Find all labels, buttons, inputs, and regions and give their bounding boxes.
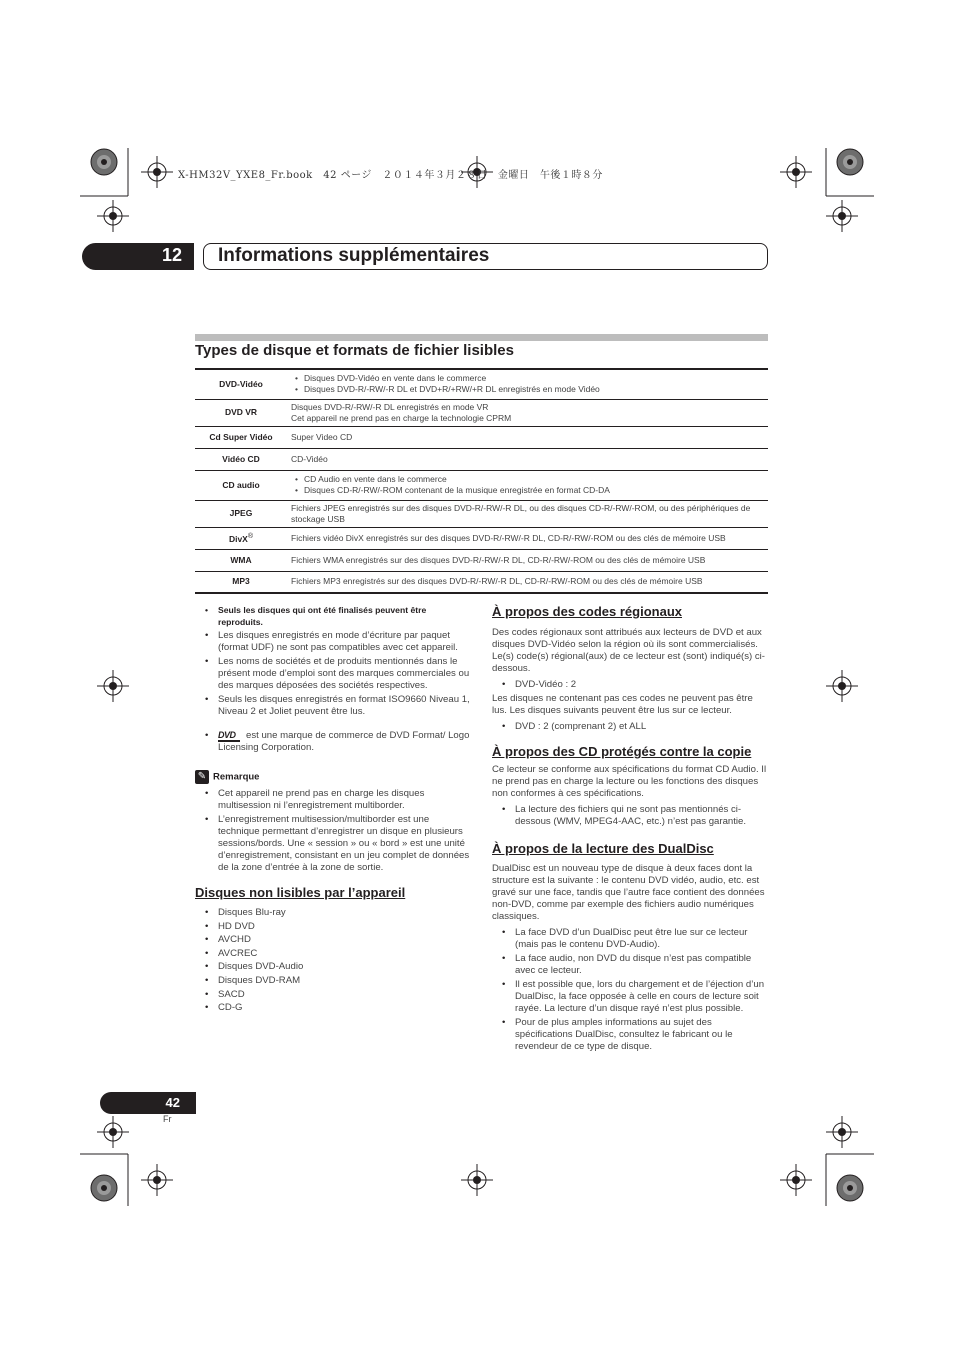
format-description	[287, 527, 768, 549]
format-name	[195, 571, 287, 593]
list-item: • Seuls les disques enregistrés en format ISO9660 Niveau 1, Niveau 2 et Joliet peuvent être lus.	[195, 694, 473, 718]
list-item: • Disques DVD-Vidéo en vente dans le commerce	[305, 373, 764, 384]
format-description	[287, 426, 768, 448]
description-line: CD-Vidéo	[291, 453, 328, 464]
list-item: • Il est possible que, lors du chargement et de l’éjection d’un DualDisc, la face opposée à celle en cours de lecture soit rayée. La lecture d’un disque rayé n’est plus possible.	[492, 979, 768, 1015]
format-name	[195, 470, 287, 500]
table-row	[195, 426, 768, 448]
list-item: • L’enregistrement multisession/multiborder est une technique permettant d’enregistrer un disque en plusieurs sessions/bords. Une « session » ou « bord » est une unité d’enregistrement, consistant en un jeu complet de données de la zone d’entrée à la zone de sortie.	[195, 814, 473, 874]
format-label: Cd Super Vidéo	[209, 431, 273, 442]
description-line: Super Video CD	[291, 431, 353, 442]
list-item-trademark	[195, 730, 473, 754]
list-item: • Disques Blu-ray	[195, 907, 473, 919]
language-code: Fr	[163, 1114, 172, 1124]
dualdisc-paragraph: DualDisc est un nouveau type de disque à deux faces dont la structure est la suivante : le contenu DVD vidéo, audio, etc. est gravé sur une face, tandis que l’autre face contient des données non-DVD, comme par exemple des fichiers audio numériques classiques.	[492, 863, 765, 922]
list-item: • La face DVD d’un DualDisc peut être lue sur ce lecteur (mais pas le contenu DVD-Audio).	[492, 927, 768, 951]
trademark-text: est une marque de commerce de DVD Format/ Logo Licensing Corporation.	[218, 730, 470, 753]
list-item: • CD Audio en vente dans le commerce	[305, 474, 764, 485]
left-column	[195, 604, 473, 1016]
format-name	[195, 369, 287, 399]
list-item: • CD-G	[195, 1002, 473, 1014]
section-divider	[195, 334, 768, 341]
table-row	[195, 571, 768, 593]
format-label: DVD VR	[224, 407, 258, 417]
copy-paragraph: Ce lecteur se conforme aux spécifications du format CD Audio. Il ne prend pas en charge la lecture ou les fonctions des disques non conformes à ces spécifications.	[492, 764, 767, 799]
table-row	[195, 369, 768, 399]
format-label: WMA	[230, 554, 252, 565]
list-item: • HD DVD	[195, 921, 473, 933]
print-header: X-HM32V_YXE8_Fr.book 42 ページ ２０１４年３月２８日 金曜日 午後１時８分	[178, 170, 603, 181]
unreadable-heading: Disques non lisibles par l’appareil	[195, 885, 406, 900]
format-name	[195, 399, 287, 426]
description-line: Cet appareil ne prend pas en charge la technologie CPRM	[291, 412, 512, 423]
table-row	[195, 500, 768, 527]
format-description	[287, 500, 768, 527]
chapter-title: Informations supplémentaires	[218, 245, 490, 266]
list-item: • Les disques enregistrés en mode d’écriture par paquet (format UDF) ne sont pas compatibles avec cet appareil.	[195, 630, 473, 654]
region-paragraph-2: Les disques ne contenant pas ces codes ne peuvent pas être lus. Les disques suivants peuvent être lus sur ce lecteur.	[492, 693, 753, 716]
format-description	[287, 369, 768, 399]
list-item: • La lecture des fichiers qui ne sont pas mentionnés ci-dessous (WMV, MPEG4-AAC, etc.) n’est pas garantie.	[492, 804, 768, 828]
note-header	[195, 770, 473, 784]
section-title: Types de disque et formats de fichier lisibles	[195, 342, 514, 359]
format-name	[195, 500, 287, 527]
list-item: • Disques CD-R/-RW/-ROM contenant de la musique enregistrée en format CD-DA	[305, 485, 764, 496]
format-label: CD audio	[222, 479, 260, 490]
format-name	[195, 426, 287, 448]
registered-mark: ®	[247, 532, 254, 541]
list-item: • Cet appareil ne prend pas en charge les disques multisession ni l’enregistrement multiborder.	[195, 788, 473, 812]
table-row	[195, 527, 768, 549]
region-paragraph: Des codes régionaux sont attribués aux lecteurs de DVD et aux disques DVD-Vidéo selon la région où ils sont commercialisés. Le(s) code(s) régional(aux) de ce lecteur est (sont) indiqué(s) ci-dessous.	[492, 627, 766, 674]
format-description	[287, 399, 768, 426]
dvd-logo-icon: DVD	[218, 731, 240, 742]
format-label: Vidéo CD	[222, 453, 260, 464]
format-label: JPEG	[229, 508, 253, 518]
list-item: • AVCHD	[195, 934, 473, 946]
description-line: Fichiers MP3 enregistrés sur des disques DVD-R/-RW/-R DL, CD-R/-RW/-ROM ou des clés de mémoire USB	[291, 576, 703, 587]
format-name	[195, 448, 287, 470]
description-line: Fichiers JPEG enregistrés sur des disques DVD-R/-RW/-R DL, ou des disques CD-R/-RW/-ROM, ou des périphériques de stockage USB	[291, 502, 751, 524]
format-description	[287, 549, 768, 571]
page-number: 42	[100, 1092, 196, 1114]
copy-protection-heading: À propos des CD protégés contre la copie	[492, 744, 752, 759]
list-item: • DVD : 2 (comprenant 2) et ALL	[492, 721, 768, 733]
format-description	[287, 448, 768, 470]
region-heading: À propos des codes régionaux	[492, 604, 682, 619]
disc-format-table	[195, 368, 768, 594]
list-item: • La face audio, non DVD du disque n’est pas compatible avec ce lecteur.	[492, 953, 768, 977]
format-name	[195, 549, 287, 571]
format-label: MP3	[232, 576, 250, 587]
right-column	[492, 603, 768, 1055]
list-item: • AVCREC	[195, 948, 473, 960]
format-label: DivX	[228, 533, 248, 544]
list-item: • Disques DVD-Audio	[195, 961, 473, 973]
pencil-note-icon: ✎	[195, 770, 209, 784]
dualdisc-heading: À propos de la lecture des DualDisc	[492, 841, 714, 856]
table-row	[195, 549, 768, 571]
description-line: Fichiers vidéo DivX enregistrés sur des disques DVD-R/-RW/-R DL, CD-R/-RW/-ROM ou des clés de mémoire USB	[291, 532, 726, 543]
list-item: • SACD	[195, 989, 473, 1001]
list-item: • Disques DVD-RAM	[195, 975, 473, 987]
note-label: Remarque	[213, 771, 260, 783]
unreadable-list	[195, 907, 473, 1014]
format-label: DVD-Vidéo	[219, 378, 263, 389]
chapter-number: 12	[82, 243, 194, 270]
format-description	[287, 470, 768, 500]
list-item: • Disques DVD-R/-RW/-R DL et DVD+R/+RW/+R DL enregistrés en mode Vidéo	[305, 384, 764, 395]
format-description	[287, 571, 768, 593]
description-line: Fichiers WMA enregistrés sur des disques DVD-R/-RW/-R DL, CD-R/-RW/-ROM ou des clés de mémoire USB	[291, 554, 706, 565]
list-item: • Seuls les disques qui ont été finalisés peuvent être reproduits.	[195, 604, 473, 628]
table-row	[195, 399, 768, 426]
list-item: • DVD-Vidéo : 2	[492, 679, 768, 691]
list-item: • Les noms de sociétés et de produits mentionnés dans le présent mode d’emploi sont des marques commerciales ou des marques déposées des sociétés respectives.	[195, 656, 473, 692]
list-item: • Pour de plus amples informations au sujet des spécifications DualDisc, consultez le fabricant ou le revendeur de ce type de disque.	[492, 1017, 768, 1053]
format-name	[195, 527, 287, 549]
description-line: Disques DVD-R/-RW/-R DL enregistrés en mode VR	[291, 401, 489, 412]
table-row	[195, 470, 768, 500]
table-row	[195, 448, 768, 470]
